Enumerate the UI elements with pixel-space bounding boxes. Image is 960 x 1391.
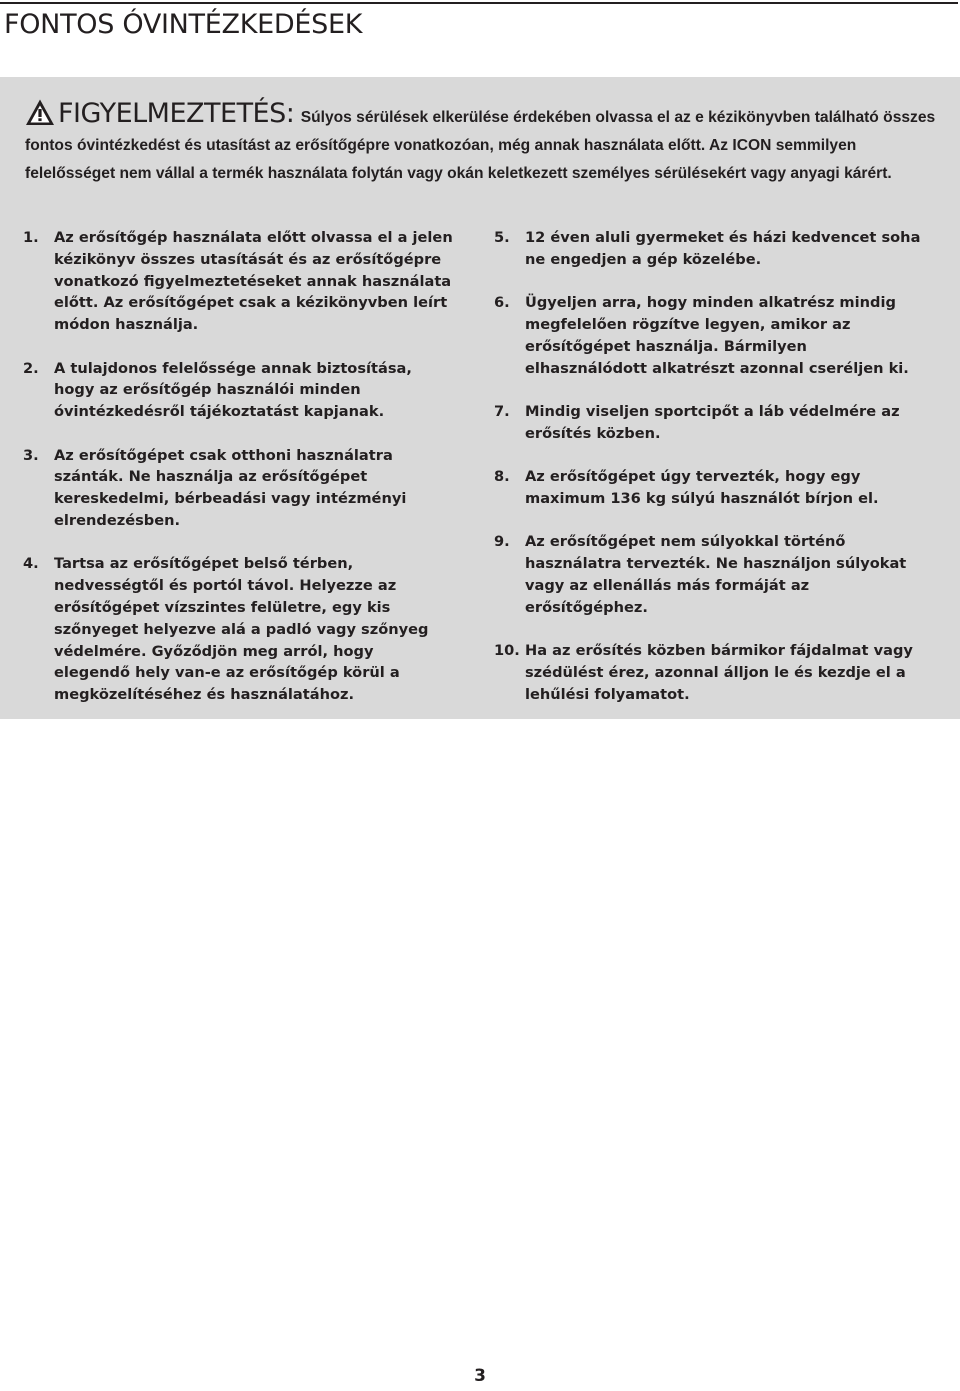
precaution-item <box>494 466 924 510</box>
item-text: Ügyeljen arra, hogy minden alkatrész mindig megfelelően rögzítve legyen, amikor az erősítőgépet használja. Bármilyen elhasználódott alkatrészt azonnal cseréljen ki. <box>525 294 909 377</box>
item-number: 4. <box>23 555 39 573</box>
precaution-item <box>23 553 453 706</box>
item-number: 5. <box>494 229 510 246</box>
precautions-right-column <box>494 227 924 727</box>
item-text: Az erősítőgépet csak otthoni használatra szánták. Ne használja az erősítőgépet kereskedelmi, bérbeadási vagy intézményi elrendezésben. <box>54 446 407 529</box>
precautions-left-column <box>23 227 453 728</box>
precaution-item <box>23 227 453 336</box>
warning-text: Súlyos sérülések elkerülése érdekében olvassa el az e kézikönyvben található összes fontos óvintézkedést és utasítást az erősítőgépre vonatkozóan, még annak használata előtt. Az ICON semmilyen felelősséget nem vállal a termék használata folytán vagy okán keletkezett személyes sérülésekért vagy anyagi kárért. <box>25 109 936 182</box>
item-text: Az erősítőgépet nem súlyokkal történő használatra tervezték. Ne használjon súlyokat vagy az ellenállás más formáját az erősítőgéphez. <box>525 533 907 616</box>
precaution-item <box>494 292 924 379</box>
item-text: A tulajdonos felelőssége annak biztosítása, hogy az erősítőgép használói minden óvintézkedésről tájékoztatást kapjanak. <box>54 359 412 421</box>
item-text: Ha az erősítés közben bármikor fájdalmat vagy szédülést érez, azonnal álljon le és kezdje el a lehűlési folyamatot. <box>525 642 913 703</box>
item-number: 1. <box>23 229 39 246</box>
item-text: Tartsa az erősítőgépet belső térben, nedvességtől és portól távol. Helyezze az erősítőgépet vízszintes felületre, egy kis szőnyeget helyezve alá a padló vagy szőnyeg védelmére. Győződjön meg arról, hogy elegendő hely van-e az erősítőgép körül a megközelítéséhez és használatához. <box>54 555 429 704</box>
warning-label: FIGYELMEZTETÉS: <box>58 98 295 129</box>
item-text: Az erősítőgépet úgy tervezték, hogy egy maximum 136 kg súlyú használót bírjon el. <box>525 468 879 507</box>
item-number: 9. <box>494 533 510 551</box>
item-number: 8. <box>494 468 510 486</box>
item-number: 10. <box>494 642 520 660</box>
item-number: 2. <box>23 359 39 377</box>
page-title: FONTOS ÓVINTÉZKEDÉSEK <box>4 9 363 40</box>
precaution-item <box>494 640 924 705</box>
top-rule <box>0 2 958 4</box>
item-text: Az erősítőgép használata előtt olvassa el a jelen kézikönyv összes utasítását és az erősítőgépre vonatkozó figyelmeztetéseket annak használata előtt. Az erősítőgépet csak a kézikönyvben leírt módon használja. <box>54 229 453 334</box>
item-text: Mindig viseljen sportcipőt a láb védelmére az erősítés közben. <box>525 402 900 442</box>
item-number: 6. <box>494 294 510 312</box>
precaution-item <box>494 401 924 445</box>
warning-intro <box>25 98 937 188</box>
precaution-item <box>23 445 453 532</box>
item-number: 3. <box>23 446 39 464</box>
precaution-item <box>23 358 453 423</box>
page-number: 3 <box>474 1366 486 1386</box>
precaution-item <box>494 531 924 618</box>
precaution-item <box>494 227 924 271</box>
item-text: 12 éven aluli gyermeket és házi kedvencet soha ne engedjen a gép közelébe. <box>525 229 921 268</box>
item-number: 7. <box>494 402 510 420</box>
warning-triangle-icon <box>25 98 55 126</box>
